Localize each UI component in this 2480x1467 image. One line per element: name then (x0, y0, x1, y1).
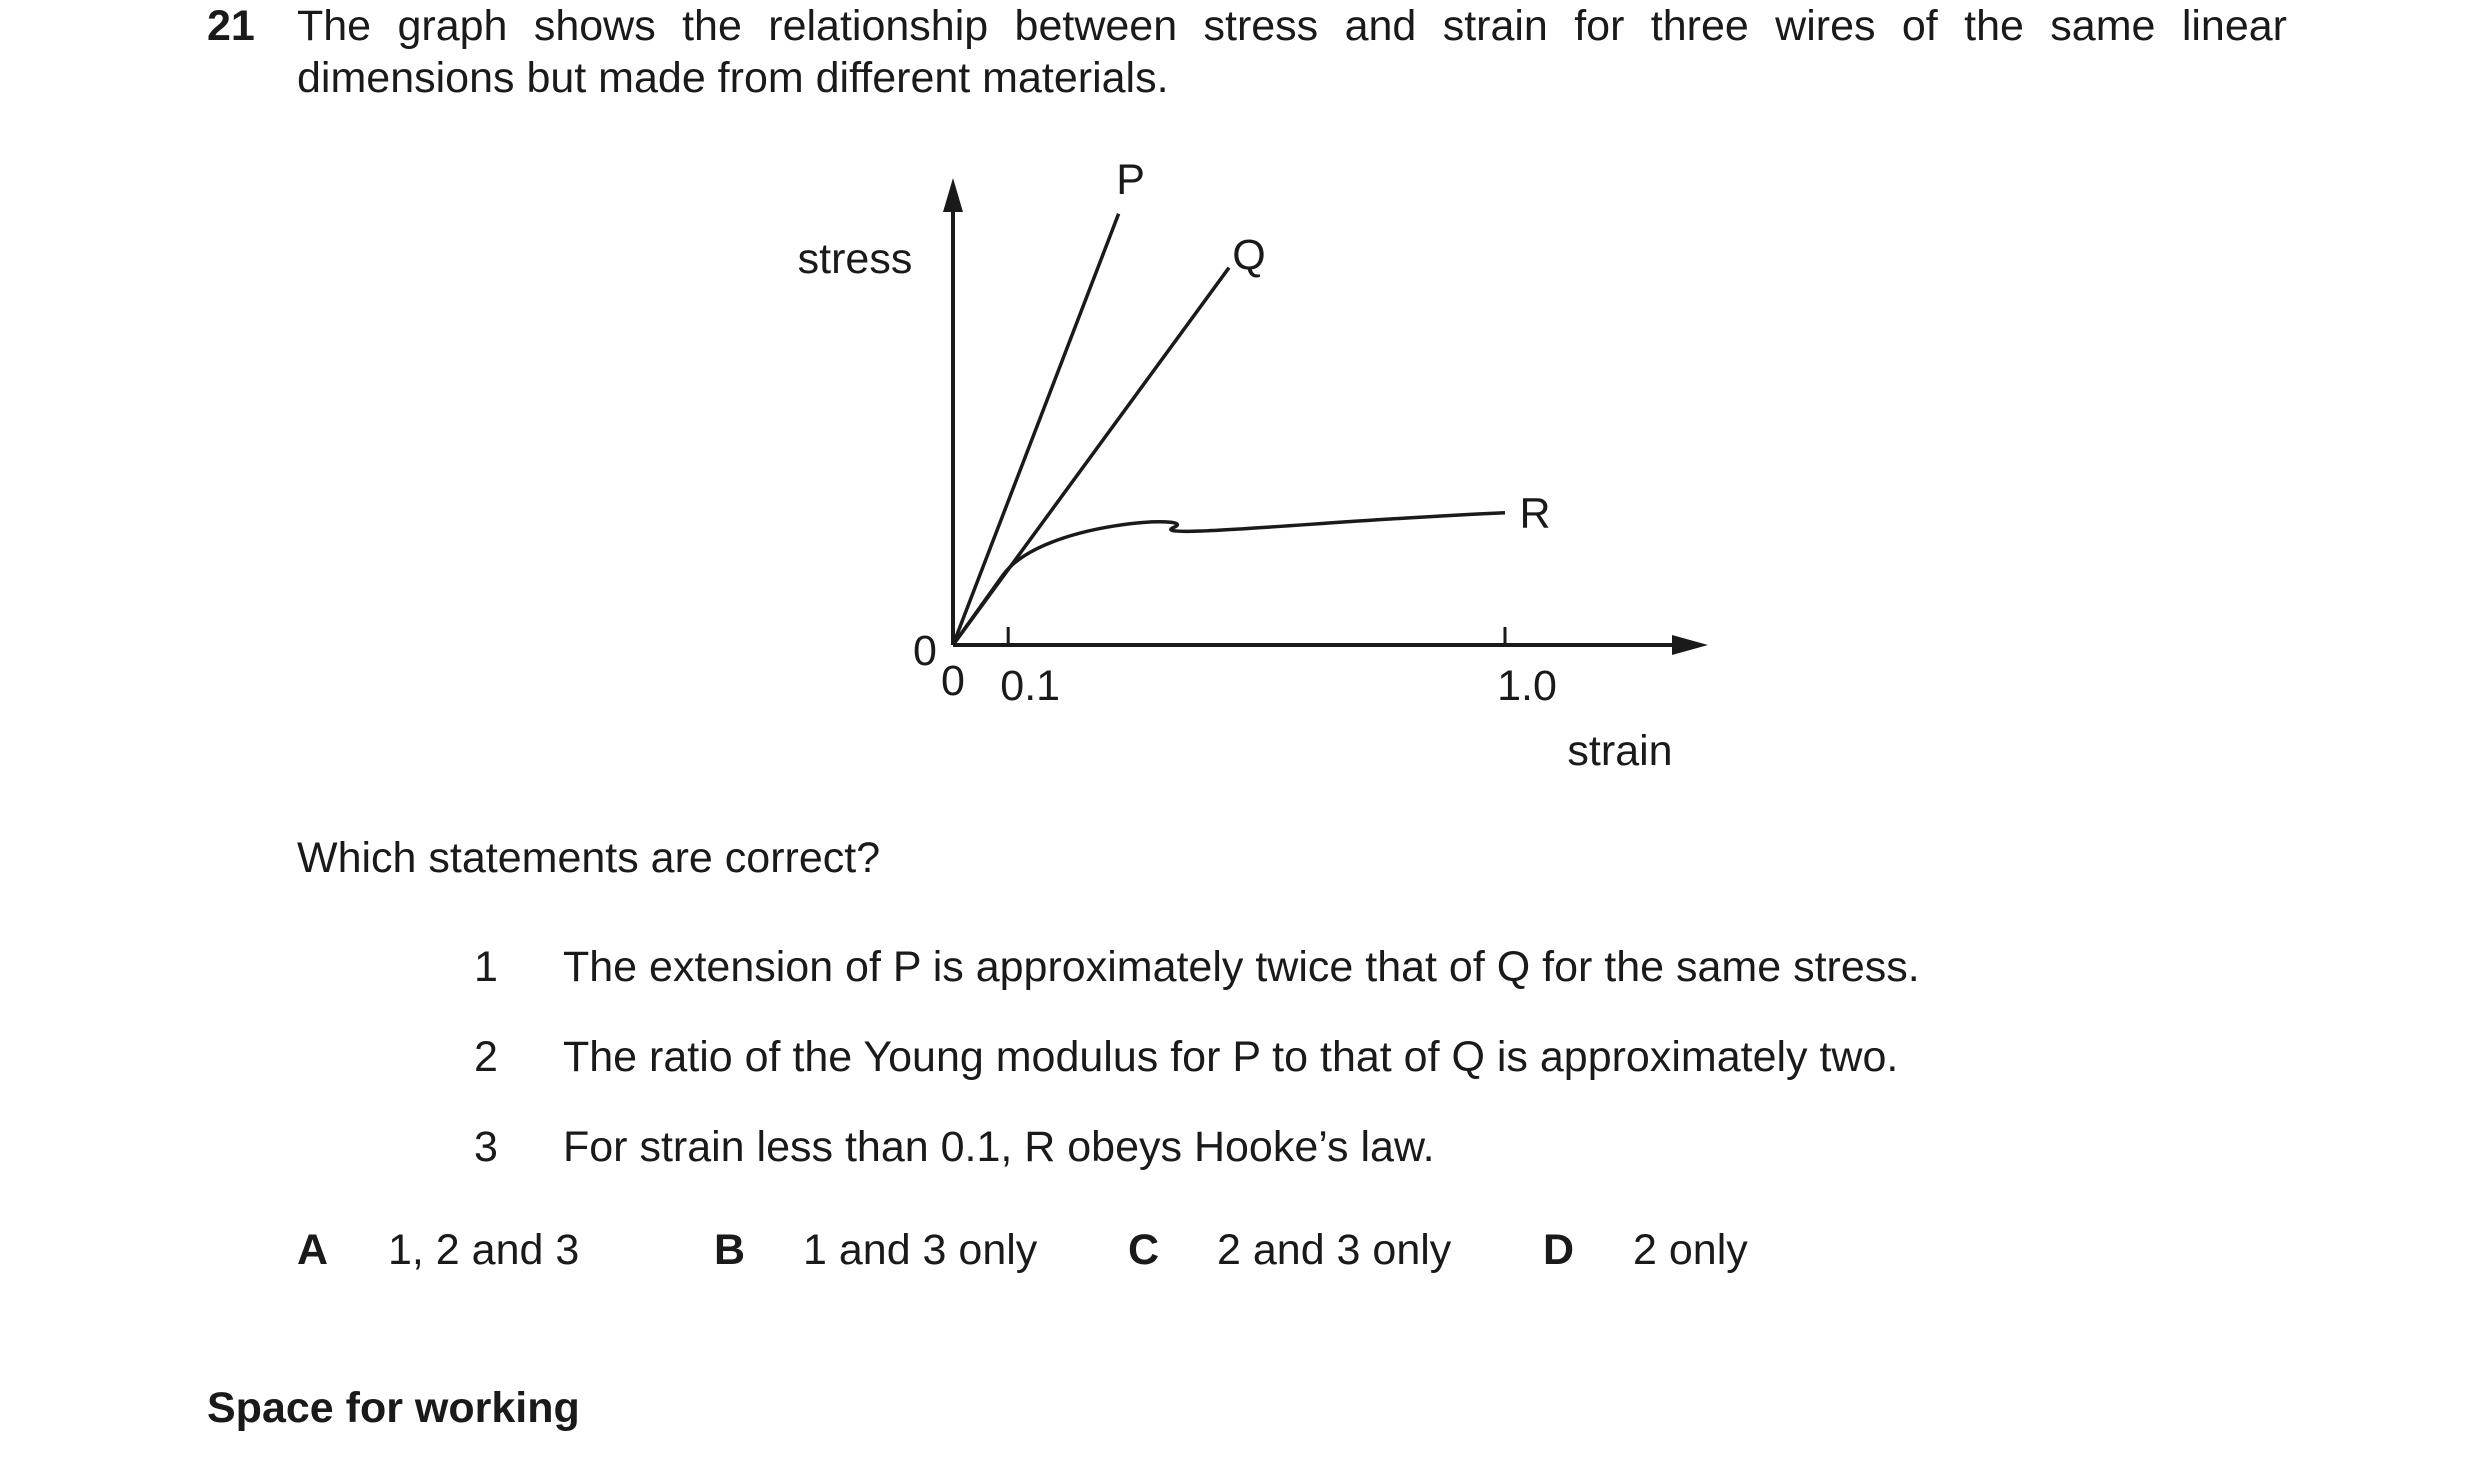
statement-3-number: 3 (474, 1123, 498, 1171)
statement-2-number: 2 (474, 1033, 498, 1081)
series-lines (953, 156, 1551, 645)
statement-1-text: The extension of P is approximately twice that of Q for the same stress. (563, 943, 1920, 991)
option-b-text[interactable]: 1 and 3 only (803, 1226, 1038, 1274)
statement-3-text: For strain less than 0.1, R obeys Hooke’s law. (563, 1123, 1435, 1171)
x-axis-arrowhead (1672, 635, 1708, 655)
x-tick-label-0: 0 (941, 657, 965, 705)
statement-2-text: The ratio of the Young modulus for P to that of Q is approximately two. (563, 1033, 1899, 1081)
series-label-p: P (1116, 155, 1145, 204)
y-axis-label: stress (797, 235, 913, 283)
series-label-q: Q (1232, 231, 1266, 280)
y-axis-arrowhead (943, 178, 963, 212)
series-label-r: R (1519, 489, 1551, 538)
x-tick-label-1: 1.0 (1497, 662, 1557, 710)
option-d-text[interactable]: 2 only (1633, 1226, 1748, 1274)
statements-prompt: Which statements are correct? (297, 834, 881, 882)
option-c-letter[interactable]: C (1128, 1226, 1160, 1274)
option-d-letter[interactable]: D (1543, 1226, 1575, 1274)
option-a-text[interactable]: 1, 2 and 3 (388, 1226, 580, 1274)
question-number: 21 (207, 2, 255, 50)
x-axis-label: strain (1567, 727, 1673, 775)
space-for-working-label: Space for working (207, 1384, 580, 1432)
x-ticks (941, 627, 1557, 710)
question-text-line-2: dimensions but made from different materials. (297, 54, 1169, 102)
option-c-text[interactable]: 2 and 3 only (1217, 1226, 1452, 1274)
option-b-letter[interactable]: B (714, 1226, 746, 1274)
option-a-letter[interactable]: A (297, 1226, 329, 1274)
x-tick-label-0-1: 0.1 (1000, 662, 1061, 710)
question-text-line-1: The graph shows the relationship between stress and strain for three wires of the same linear (297, 2, 2287, 50)
statement-1-number: 1 (474, 943, 498, 991)
series-line-p (953, 214, 1119, 645)
y-origin-label: 0 (913, 627, 937, 675)
